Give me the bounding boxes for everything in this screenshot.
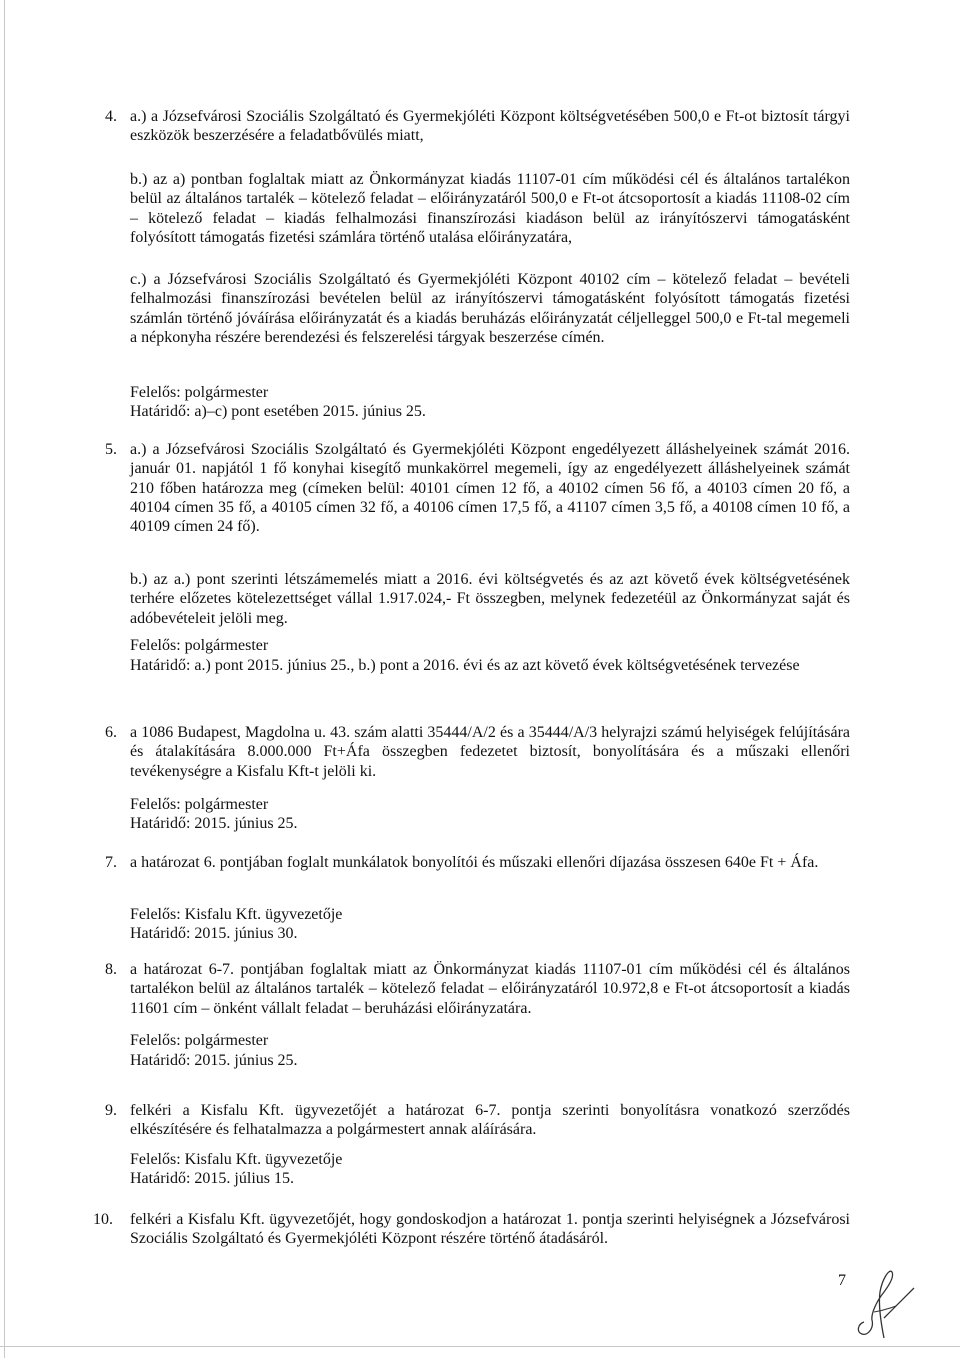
item-4-sub-c: c.) a Józsefvárosi Szociális Szolgáltató és Gyermekjóléti Központ 40102 cím – kötelező feladat – bevételi felhalmozási finanszírozási bevételen belül az irányítószervi támogatásként folyósított támogatás fizetési számlán történő jóváírása előirányzatát és a kiadás beruházás előirányzatát céljelleggel 500,0 e Ft-tal megemeli a népkonyha részére berendezési és felszerelési tárgyak beszerzése címén. [130,271,850,346]
item-4-sub-a: a.) a Józsefvárosi Szociális Szolgáltató és Gyermekjóléti Központ költségvetésében 500,0 e Ft-ot biztosít tárgyi eszközök beszerzésére a feladatbővülés miatt, [130,108,850,145]
item-4-sub-b: b.) az a) pontban foglaltak miatt az Önkormányzat kiadás 11107-01 cím működési cél és általános tartalékon belül az általános tartalék – kötelező feladat – előirányzatáról 500,0 e Ft-ot átcsoportosít a kiadás 11108-02 cím – kötelező feladat – kiadás felhalmozási finanszírozási kiadáson belül az irányítószervi támogatásként folyósított támogatás fizetési számlára történő utalása előirányzatára, [130,171,850,246]
item-number: 5. [105,441,117,458]
page-number: 7 [838,1272,846,1289]
item-7-deadline: Határidő: 2015. június 30. [130,925,298,942]
item-4-responsible: Felelős: polgármester [130,384,269,401]
item-number: 4. [105,108,117,125]
item-5-sub-b: b.) az a.) pont szerinti létszámemelés miatt a 2016. évi költségvetés és az azt követő évek költségvetésének terhére előzetes kötelezettséget vállal 1.917.024,- Ft összegben, melynek fedezetéül az Önkormányzat saját és adóbevételeit jelöli meg. [130,571,850,627]
item-6-responsible: Felelős: polgármester [130,796,269,813]
item-9-text: felkéri a Kisfalu Kft. ügyvezetőjét a határozat 6-7. pontja szerinti bonyolításra vonatkozó szerződés elkészítésére és felhatalmazza a polgármestert annak aláírására. [130,1102,850,1139]
item-9-deadline: Határidő: 2015. július 15. [130,1170,294,1187]
item-6-text: a 1086 Budapest, Magdolna u. 43. szám alatti 35444/A/2 és a 35444/A/3 helyrajzi számú helyiségek felújítására és átalakítására 8.000.000 Ft+Áfa összegben fedezetet biztosít, bonyolítására és a műszaki ellenőri tevékenységre a Kisfalu Kft-t jelöli ki. [130,724,850,780]
item-5-deadline: Határidő: a.) pont 2015. június 25., b.) pont a 2016. évi és az azt követő évek költségvetésének tervezése [130,657,800,674]
item-8-responsible: Felelős: polgármester [130,1032,269,1049]
item-4-deadline: Határidő: a)–c) pont esetében 2015. június 25. [130,403,426,420]
item-5-responsible: Felelős: polgármester [130,637,269,654]
handwritten-signature-icon [850,1262,920,1342]
scan-edge-mark [4,0,5,1358]
item-8-deadline: Határidő: 2015. június 25. [130,1052,298,1069]
item-number: 6. [105,724,117,741]
item-number: 10. [93,1211,113,1228]
item-8-text: a határozat 6-7. pontjában foglaltak miatt az Önkormányzat kiadás 11107-01 cím működési cél és általános tartalékon belül az általános tartalék – kötelező feladat – előirányzatáról 10.972,8 e Ft-ot átcsoportosít a kiadás 11601 cím – önként vállalt feladat – beruházási előirányzatára. [130,961,850,1017]
item-9-responsible: Felelős: Kisfalu Kft. ügyvezetője [130,1151,343,1168]
item-5-sub-a: a.) a Józsefvárosi Szociális Szolgáltató és Gyermekjóléti Központ engedélyezett álláshelyeinek számát 2016. január 01. napjától 1 fő konyhai kisegítő munkakörrel megemeli, így az engedélyezett álláshelyeinek számát 210 főben határozza meg (címeken belül: 40101 címen 12 fő, a 40102 címen 56 fő, a 40103 címen 20 fő, a 40104 címen 35 fő, a 40105 címen 32 fő, a 40106 címen 17,5 fő, a 41107 címen 3,5 fő, a 40108 címen 10 fő, a 40109 címen 24 fő). [130,441,850,536]
item-7-responsible: Felelős: Kisfalu Kft. ügyvezetője [130,906,343,923]
item-number: 7. [105,854,117,871]
scan-edge-mark [0,1346,960,1347]
item-7-text: a határozat 6. pontjában foglalt munkálatok bonyolítói és műszaki ellenőri díjazása összesen 640e Ft + Áfa. [130,854,819,871]
item-6-deadline: Határidő: 2015. június 25. [130,815,298,832]
item-number: 9. [105,1102,117,1119]
item-10-text: felkéri a Kisfalu Kft. ügyvezetőjét, hogy gondoskodjon a határozat 1. pontja szerinti helyiségnek a Józsefvárosi Szociális Szolgáltató és Gyermekjóléti Központ részére történő átadásáról. [130,1211,850,1248]
item-number: 8. [105,961,117,978]
